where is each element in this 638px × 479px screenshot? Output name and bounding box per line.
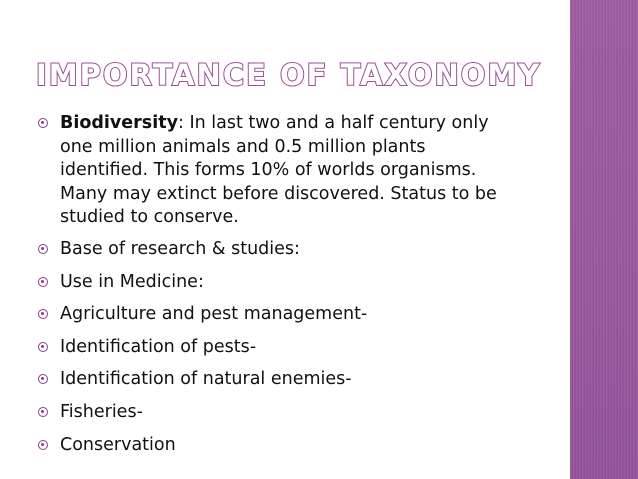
- bullet-item-research: [38, 238, 568, 262]
- bullet-line: [60, 112, 568, 136]
- decorative-side-bar: [570, 0, 638, 479]
- bullet-icon: [38, 407, 48, 417]
- bullet-text: Identification of pests-: [60, 336, 257, 357]
- bullet-icon: [38, 342, 48, 352]
- bullet-icon: [38, 244, 48, 254]
- bullet-item-fisheries: [38, 401, 568, 425]
- bullet-item-pests: [38, 336, 568, 360]
- bullet-text: Conservation: [60, 434, 176, 455]
- bullet-item-medicine: [38, 271, 568, 295]
- bullet-text: Agriculture and pest management-: [60, 304, 368, 325]
- bullet-line: identified. This forms 10% of worlds organisms.: [60, 160, 477, 181]
- bullet-icon: [38, 374, 48, 384]
- bullet-term: Biodiversity: [60, 113, 178, 133]
- bullet-line: studied to conserve.: [60, 207, 239, 228]
- slide-title: IMPORTANCE OF TAXONOMY: [36, 58, 542, 92]
- title-underline: [40, 99, 470, 100]
- bullet-text: : In last two and a half century only: [177, 113, 489, 133]
- bullet-text: Base of research & studies:: [60, 238, 300, 259]
- bullet-icon: [38, 277, 48, 287]
- bullet-item-natural-enemies: [38, 368, 568, 392]
- bullet-icon: [38, 118, 48, 128]
- bullet-line: Many may extinct before discovered. Status to be: [60, 183, 497, 204]
- bullet-item-conservation: [38, 434, 568, 458]
- bullet-text: Identification of natural enemies-: [60, 369, 352, 390]
- bullet-item-biodiversity: [38, 112, 568, 238]
- bullet-list: [38, 112, 568, 457]
- bullet-item-agriculture: [38, 303, 568, 327]
- bullet-line: one million animals and 0.5 million plants: [60, 136, 426, 157]
- bullet-text: Use in Medicine:: [60, 271, 204, 292]
- bullet-text: Fisheries-: [60, 401, 143, 422]
- bullet-icon: [38, 309, 48, 319]
- bullet-icon: [38, 440, 48, 450]
